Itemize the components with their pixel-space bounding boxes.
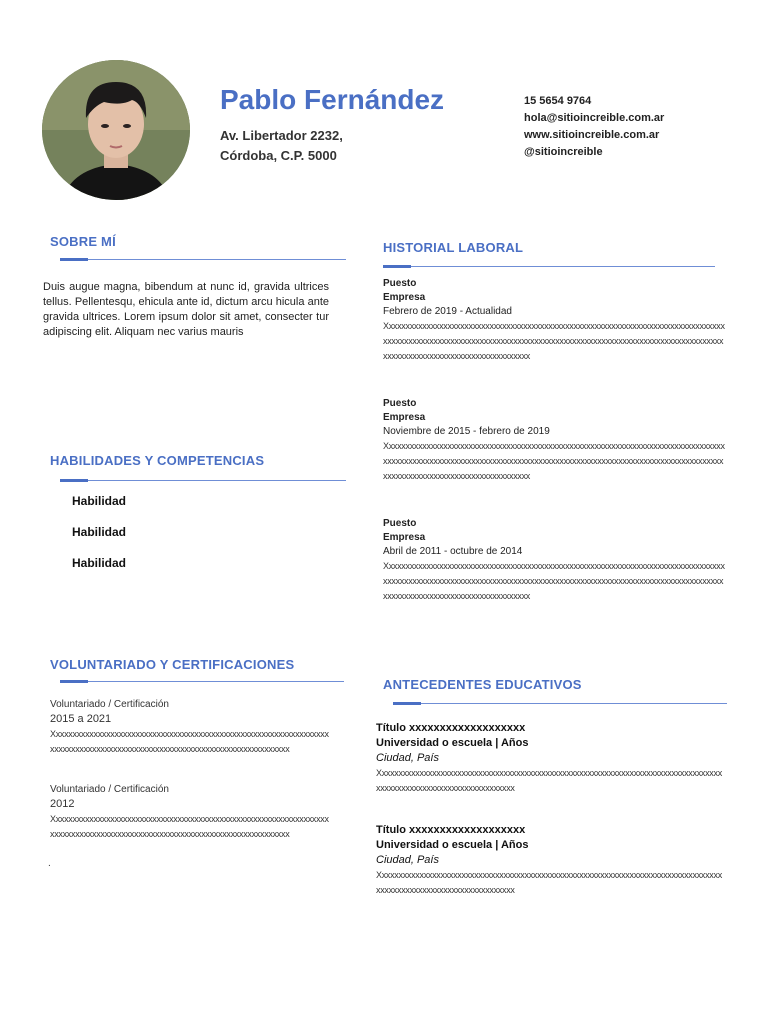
- about-text: Duis augue magna, bibendum at nunc id, gravida ultrices tellus. Pellentesqu, ehicula ante id, dictum arcu hicula ante gravida ultrices. Lorem ipsum dolor sit amet, consecter tur adipiscing elit. Aliquam nec varius mauris: [43, 281, 329, 338]
- job-description: Xxxxxxxxxxxxxxxxxxxxxxxxxxxxxxxxxxxxxxxxxxxxxxxxxxxxxxxxxxxxxxxxxxxxxxxxxxxxxxxxxxxxxxxxxxxxxxxxxxxxxxxxxxxxxxxxxxxxxxxxxxxxxxxxxxxxxxxxxxxxxxxxxxxxxxxxxxxxxxxxxxxxxxxxxxxxxxxxxxxxxxxxxxxxxxxxxxxxx: [383, 321, 725, 361]
- education-school: Universidad o escuela | Años: [376, 737, 529, 749]
- volunteer-label: Voluntariado / Certificación: [50, 699, 169, 710]
- section-title-skills: HABILIDADES Y COMPETENCIAS: [50, 453, 265, 468]
- job-company: Empresa: [383, 412, 426, 423]
- section-rule-volunteer: [60, 681, 344, 683]
- email[interactable]: hola@sitioincreible.com.ar: [524, 112, 665, 124]
- education-description: Xxxxxxxxxxxxxxxxxxxxxxxxxxxxxxxxxxxxxxxxxxxxxxxxxxxxxxxxxxxxxxxxxxxxxxxxxxxxxxxxxxxxxxxxxxxxxxxxxxxxxxxxxxxxxxxxxxx: [376, 870, 722, 895]
- address-line-1: Av. Libertador 2232,: [220, 128, 343, 143]
- section-rule-work: [383, 266, 715, 268]
- volunteer-years: 2012: [50, 798, 75, 810]
- rule-line: [393, 703, 727, 704]
- volunteer-entry: [50, 697, 330, 757]
- section-rule-education: [393, 703, 727, 705]
- skill-item: Habilidad: [72, 494, 127, 508]
- work-entry: [383, 277, 725, 364]
- education-degree: Título xxxxxxxxxxxxxxxxxxx: [376, 824, 526, 836]
- job-description: Xxxxxxxxxxxxxxxxxxxxxxxxxxxxxxxxxxxxxxxxxxxxxxxxxxxxxxxxxxxxxxxxxxxxxxxxxxxxxxxxxxxxxxxxxxxxxxxxxxxxxxxxxxxxxxxxxxxxxxxxxxxxxxxxxxxxxxxxxxxxxxxxxxxxxxxxxxxxxxxxxxxxxxxxxxxxxxxxxxxxxxxxxxxxxxxxxxxxx: [383, 561, 725, 601]
- job-description: Xxxxxxxxxxxxxxxxxxxxxxxxxxxxxxxxxxxxxxxxxxxxxxxxxxxxxxxxxxxxxxxxxxxxxxxxxxxxxxxxxxxxxxxxxxxxxxxxxxxxxxxxxxxxxxxxxxxxxxxxxxxxxxxxxxxxxxxxxxxxxxxxxxxxxxxxxxxxxxxxxxxxxxxxxxxxxxxxxxxxxxxxxxxxxxxxxxxxx: [383, 441, 725, 481]
- contact-info: [524, 93, 664, 161]
- avatar: [42, 60, 190, 200]
- rule-accent: [383, 265, 411, 268]
- job-company: Empresa: [383, 292, 426, 303]
- rule-line: [60, 681, 344, 682]
- profile-photo: [42, 60, 190, 200]
- social-handle: @sitioincreible: [524, 146, 603, 158]
- candidate-name: Pablo Fernández: [220, 84, 445, 115]
- work-entry: [383, 517, 725, 604]
- website[interactable]: www.sitioincreible.com.ar: [524, 129, 660, 141]
- section-rule-about: [60, 259, 346, 261]
- address: [220, 126, 343, 166]
- phone: 15 5654 9764: [524, 95, 592, 107]
- section-title-about: SOBRE MÍ: [50, 234, 116, 249]
- job-position: Puesto: [383, 398, 417, 409]
- rule-accent: [60, 258, 88, 261]
- volunteer-text: Xxxxxxxxxxxxxxxxxxxxxxxxxxxxxxxxxxxxxxxxxxxxxxxxxxxxxxxxxxxxxxxxxxxxxxxxxxxxxxxxxxxxxxxxxxxxxxxxxxxxxxxxxxxxxxxxxxxxxxxxxxx: [50, 814, 329, 839]
- skill-item: Habilidad: [72, 556, 127, 570]
- rule-accent: [60, 479, 88, 482]
- job-dates: Noviembre de 2015 - febrero de 2019: [383, 426, 550, 437]
- section-rule-skills: [60, 480, 346, 482]
- volunteer-entry: [50, 782, 330, 842]
- work-entry: [383, 397, 725, 484]
- education-school: Universidad o escuela | Años: [376, 839, 529, 851]
- volunteer-text: Xxxxxxxxxxxxxxxxxxxxxxxxxxxxxxxxxxxxxxxxxxxxxxxxxxxxxxxxxxxxxxxxxxxxxxxxxxxxxxxxxxxxxxxxxxxxxxxxxxxxxxxxxxxxxxxxxxxxxxxxxxx: [50, 729, 329, 754]
- section-title-volunteer: VOLUNTARIADO Y CERTIFICACIONES: [50, 657, 295, 672]
- volunteer-label: Voluntariado / Certificación: [50, 784, 169, 795]
- volunteer-years: 2015 a 2021: [50, 713, 112, 725]
- job-company: Empresa: [383, 532, 426, 543]
- rule-line: [60, 259, 346, 260]
- job-position: Puesto: [383, 518, 417, 529]
- address-line-2: Córdoba, C.P. 5000: [220, 148, 337, 163]
- rule-accent: [393, 702, 421, 705]
- rule-line: [60, 480, 346, 481]
- skill-item: Habilidad: [72, 525, 127, 539]
- education-degree: Título xxxxxxxxxxxxxxxxxxx: [376, 722, 526, 734]
- education-description: Xxxxxxxxxxxxxxxxxxxxxxxxxxxxxxxxxxxxxxxxxxxxxxxxxxxxxxxxxxxxxxxxxxxxxxxxxxxxxxxxxxxxxxxxxxxxxxxxxxxxxxxxxxxxxxxxxxx: [376, 768, 722, 793]
- job-dates: Abril de 2011 - octubre de 2014: [383, 546, 523, 557]
- rule-line: [383, 266, 715, 267]
- job-dates: Febrero de 2019 - Actualidad: [383, 306, 512, 317]
- section-title-work: HISTORIAL LABORAL: [383, 240, 524, 255]
- education-location: Ciudad, País: [376, 854, 439, 866]
- education-entry: [376, 721, 726, 796]
- job-position: Puesto: [383, 278, 417, 289]
- education-entry: [376, 823, 726, 898]
- section-title-education: ANTECEDENTES EDUCATIVOS: [383, 677, 582, 692]
- rule-accent: [60, 680, 88, 683]
- trailing-dot: .: [48, 858, 51, 869]
- education-location: Ciudad, País: [376, 752, 439, 764]
